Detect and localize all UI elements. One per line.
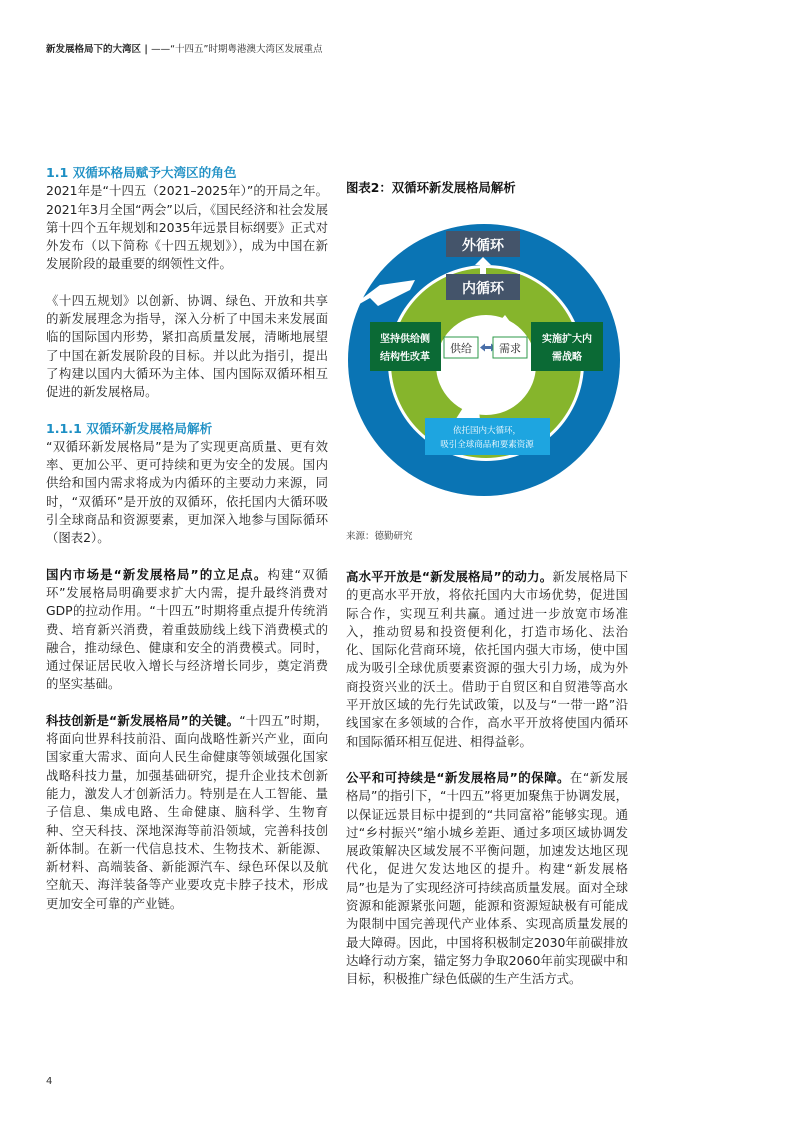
- left-column: [46, 164, 328, 913]
- lead-bold: 科技创新是“新发展格局”的关键。: [46, 712, 240, 728]
- paragraph: 《十四五规划》以创新、协调、绿色、开放和共享的新发展理念为指导，深入分析了中国未来发展面临的国际国内形势，紧扣高质量发展，清晰地展望了中国在新发展阶段的目标。并以此为指引，提出了构建以国内大循环为主体、国内国际双循环相互促进的新发展格局。: [46, 292, 328, 400]
- lead-bold: 公平和可持续是“新发展格局”的保障。: [346, 769, 570, 785]
- figure-title: 图表2：双循环新发展格局解析: [346, 180, 516, 195]
- lead-bold: 国内市场是“新发展格局”的立足点。: [46, 566, 268, 582]
- header-title: 新发展格局下的大湾区: [46, 44, 142, 55]
- box-line: 吸引全球商品和要素资源: [440, 440, 534, 450]
- box-line: 需战略: [552, 352, 582, 363]
- paragraph-body: 在“新发展格局”的指引下，“十四五”将更加聚焦于协调发展，以保证远景目标中提到的“共同富裕”能够实现。通过“乡村振兴”缩小城乡差距、通过多项区域协调发展政策解决区域发展不平衡问题，加速发达地区现代化，促进欠发达地区的提升。构建“新发展格局”也是为了实现经济可持续高质量发展。面对全球资源和能源紧张问题，能源和资源短缺极有可能成为限制中国完善现代产业体系、实现高质量发展的最大障碍。因此，中国将积极制定2030年前碳排放达峰行动方案，锚定努力争取2060年前实现碳中和目标，积极推广绿色低碳的生产生活方式。: [346, 769, 628, 987]
- inner-center: [436, 315, 536, 415]
- header-separator: |: [141, 44, 152, 55]
- subsection-title: 1.1.1 双循环新发展格局解析: [46, 420, 213, 436]
- paragraph: 2021年是“十四五（2021–2025年）”的开局之年。2021年3月全国“两会”以后，《国民经济和社会发展第十四个五年规划和2035年远景目标纲要》正式对外发布（以下简称《十四五规划》），成为中国在新发展阶段的最重要的纲领性文件。: [46, 183, 328, 272]
- paragraph: [346, 568, 628, 751]
- box-line: 结构性改革: [380, 352, 430, 363]
- section-title: 1.1 双循环格局赋予大湾区的角色: [46, 165, 237, 180]
- figure-source: 来源：德勤研究: [346, 531, 413, 542]
- inner-loop-label: 内循环: [462, 281, 504, 297]
- supply-side-reform-box: [370, 322, 441, 371]
- right-column: [346, 568, 628, 989]
- page-number: 4: [46, 1076, 53, 1087]
- paragraph: [46, 712, 328, 913]
- outer-loop-label: 外循环: [462, 238, 504, 254]
- dual-circulation-diagram: [340, 220, 630, 500]
- running-header: [46, 41, 322, 55]
- paragraph-body: 新发展格局下的更高水平开放，将依托国内大市场优势，促进国际合作，实现互利共赢。通过进一步放宽市场准入，推动贸易和投资便利化，打造市场化、法治化、国际化营商环境，依托国内强大市场，使中国成为吸引全球优质要素资源的强大引力场，成为外商投资兴业的沃土。借助于自贸区和自贸港等高水平开放区域的先行先试政策，以及与“一带一路”沿线国家在多领域的合作，高水平开放将使国内循环和国际循环相互促进、相得益彰。: [346, 569, 628, 749]
- box-line: 实施扩大内: [542, 334, 592, 345]
- supply-label: 供给: [450, 342, 472, 355]
- demand-label: 需求: [499, 342, 521, 355]
- paragraph: [46, 566, 328, 694]
- paragraph-body: 构建“双循环”发展格局明确要求扩大内需，提升最终消费对GDP的拉动作用。“十四五”时期将重点提升传统消费、培育新兴消费，着重鼓励线上线下消费模式的融合，推动绿色、健康和安全的消费模式。同时，通过保证居民收入增长与经济增长同步，奠定消费的坚实基础。: [46, 566, 328, 692]
- paragraph: “双循环新发展格局”是为了实现更高质量、更有效率、更加公平、更可持续和更为安全的发展。国内供给和国内需求将成为内循环的主要动力来源，同时，“双循环”是开放的双循环，依托国内大循环吸引全球商品和资源要素，更加深入地参与国际循环（图表2）。: [46, 438, 328, 546]
- domestic-demand-box: [531, 322, 603, 371]
- lead-bold: 高水平开放是“新发展格局”的动力。: [346, 569, 553, 584]
- paragraph: [346, 769, 628, 989]
- box-line: 依托国内大循环，: [452, 426, 522, 436]
- header-subtitle: ——“十四五”时期粤港澳大湾区发展重点: [151, 44, 323, 55]
- box-line: 坚持供给侧: [380, 334, 430, 345]
- paragraph-body: “十四五”时期，将面向世界科技前沿、面向战略性新兴产业，面向国家重大需求、面向人民生命健康等领域强化国家战略科技力量，加强基础研究，提升企业技术创新能力，激发人才创新活力。特别是在人工智能、量子信息、集成电路、生命健康、脑科学、生物育种、空天科技、深地深海等前沿领域，完善科技创新体制。在新一代信息技术、生物技术、新能源、新材料、高端装备、新能源汽车、绿色环保以及航空航天、海洋装备等产业要攻克卡脖子技术，形成更加安全可靠的产业链。: [46, 712, 328, 911]
